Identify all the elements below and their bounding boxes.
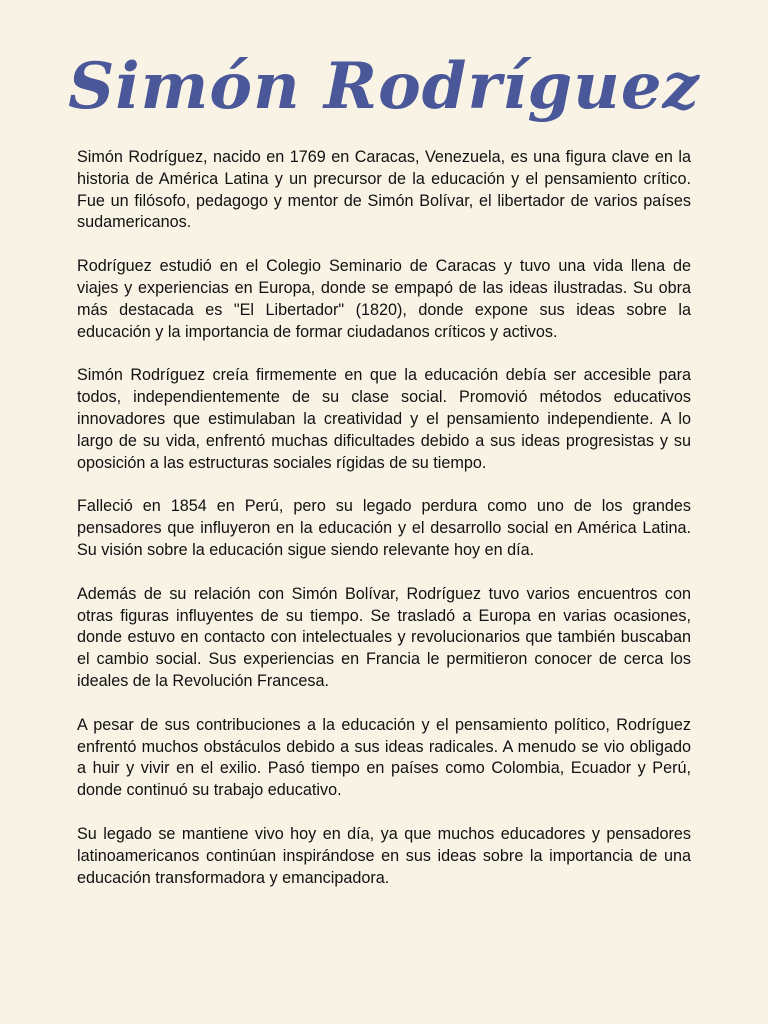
paragraph-living-legacy: Su legado se mantiene vivo hoy en día, ya que muchos educadores y pensadores latinoamericanos continúan inspirándose en sus ideas sobre la importancia de una educación transformadora y emancipadora. — [77, 824, 691, 887]
paragraph-death-legacy: Falleció en 1854 en Perú, pero su legado perdura como uno de los grandes pensadores que influyeron en la educación y el desarrollo social en América Latina. Su visión sobre la educación sigue siendo relevante hoy en día. — [77, 497, 691, 559]
paragraph-education-travels: Rodríguez estudió en el Colegio Seminario de Caracas y tuvo una vida llena de viajes y experiencias en Europa, donde se empapó de las ideas ilustradas. Su obra más destacada es "El Libertador" (1820), donde expone sus ideas sobre la educación y la importancia de formar ciudadanos críticos y activos. — [77, 257, 691, 341]
paragraph-educational-ideas: Simón Rodríguez creía firmemente en que la educación debía ser accesible para todos, independientemente de su clase social. Promovió métodos educativos innovadores que estimulaban la creatividad y el pensamiento independiente. A lo largo de su vida, enfrentó muchas dificultades debido a sus ideas progresistas y su oposición a las estructuras sociales rígidas de su tiempo. — [77, 366, 691, 472]
document-body — [77, 147, 691, 911]
page-title: Simón Rodríguez — [68, 49, 700, 124]
paragraph-birth-overview: Simón Rodríguez, nacido en 1769 en Caracas, Venezuela, es una figura clave en la historia de América Latina y un precursor de la educación y el pensamiento crítico. Fue un filósofo, pedagogo y mentor de Simón Bolívar, el libertador de varios países sudamericanos. — [77, 148, 691, 232]
paragraph-encounters-europe: Además de su relación con Simón Bolívar, Rodríguez tuvo varios encuentros con otras figuras influyentes de su tiempo. Se trasladó a Europa en varias ocasiones, donde estuvo en contacto con intelectuales y revolucionarios que también buscaban el cambio social. Sus experiencias en Francia le permitieron conocer de cerca los ideales de la Revolución Francesa. — [77, 584, 691, 690]
paragraph-obstacles-exile: A pesar de sus contribuciones a la educación y el pensamiento político, Rodríguez enfrentó muchos obstáculos debido a sus ideas radicales. A menudo se vio obligado a huir y vivir en el exilio. Pasó tiempo en países como Colombia, Ecuador y Perú, donde continuó su trabajo educativo. — [77, 715, 691, 800]
